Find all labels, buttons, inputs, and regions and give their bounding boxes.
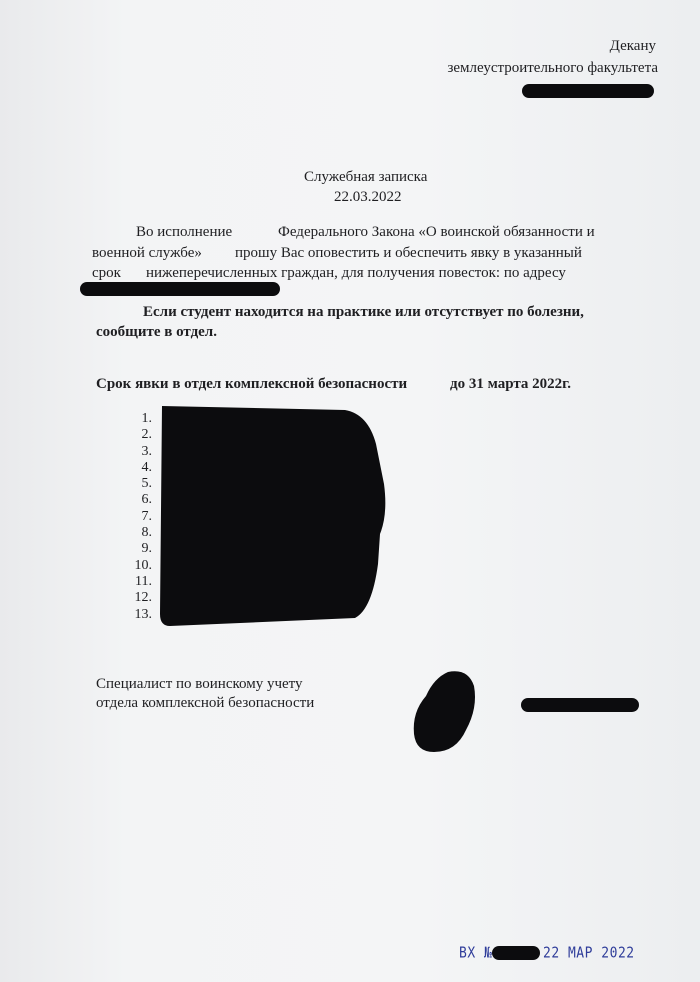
body-line-2b: прошу Вас оповестить и обеспечить явку в указанный bbox=[235, 245, 582, 261]
list-item: 7. bbox=[141, 508, 152, 524]
registration-stamp-prefix: ВХ № bbox=[459, 944, 493, 963]
deadline-date: до 31 марта 2022г. bbox=[450, 376, 572, 392]
list-item: 4. bbox=[141, 459, 152, 475]
redacted-stamp-number bbox=[492, 946, 540, 960]
redacted-address bbox=[80, 282, 280, 296]
body-line-3b: нижеперечисленных граждан, для получения повесток: по адресу bbox=[146, 265, 566, 281]
list-item: 13. bbox=[134, 606, 152, 622]
addressee-line-1: Декану bbox=[609, 38, 656, 54]
signer-position-line-1: Специалист по воинскому учету bbox=[96, 676, 303, 692]
registration-stamp-date: 22 МАР 2022 bbox=[543, 944, 635, 963]
signer-position-line-2: отдела комплексной безопасности bbox=[96, 695, 315, 711]
list-item: 1. bbox=[141, 411, 152, 426]
list-item: 9. bbox=[141, 541, 152, 557]
note-line-1: Если студент находится на практике или отсутствует по болезни, bbox=[143, 304, 584, 320]
redacted-signature bbox=[408, 668, 484, 756]
redacted-dean-name bbox=[522, 84, 654, 98]
list-item: 3. bbox=[141, 443, 152, 459]
list-item: 6. bbox=[141, 492, 152, 508]
list-item: 12. bbox=[134, 590, 152, 606]
redacted-signer-name bbox=[521, 698, 639, 712]
document-date: 22.03.2022 bbox=[334, 189, 402, 205]
body-line-1b: Федерального Закона «О воинской обязанности и bbox=[278, 224, 595, 240]
list-item: 5. bbox=[141, 476, 152, 492]
document-title: Служебная записка bbox=[304, 169, 428, 185]
body-line-3a: срок bbox=[92, 265, 121, 281]
note-line-2: сообщите в отдел. bbox=[96, 324, 217, 340]
list-item: 2. bbox=[141, 427, 152, 443]
deadline-label: Срок явки в отдел комплексной безопасности bbox=[96, 376, 408, 392]
body-line-2a: военной службе» bbox=[92, 245, 202, 261]
redacted-student-names bbox=[150, 404, 390, 630]
addressee-line-2: землеустроительного факультета bbox=[447, 60, 658, 76]
list-item: 11. bbox=[135, 573, 152, 589]
body-line-1a: Во исполнение bbox=[136, 224, 233, 240]
student-list bbox=[128, 411, 152, 623]
list-item: 10. bbox=[134, 557, 152, 573]
list-item: 8. bbox=[141, 525, 152, 541]
